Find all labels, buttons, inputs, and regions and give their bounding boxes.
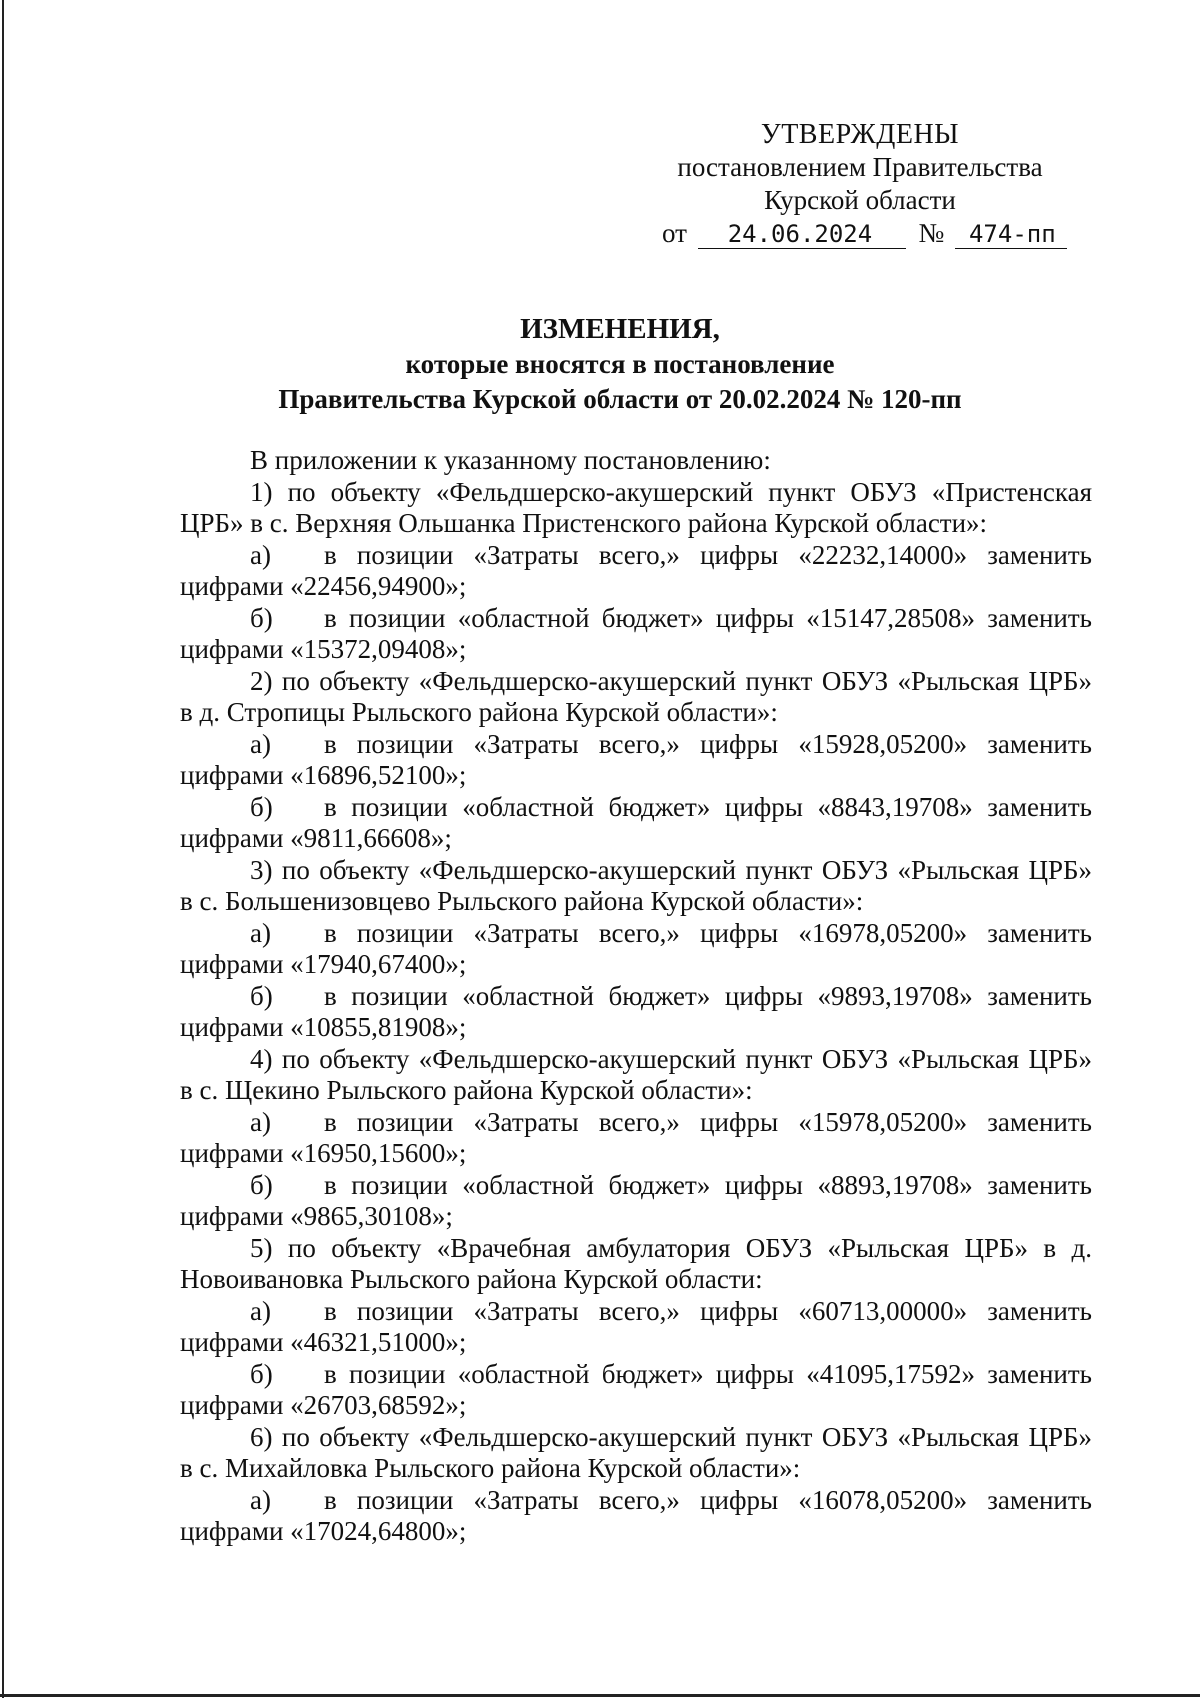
sub-item bbox=[180, 729, 1092, 792]
sub-item bbox=[180, 918, 1092, 981]
sub-item-text: в позиции «областной бюджет» цифры «9893,19708» заменить цифрами «10855,81908»; bbox=[180, 980, 1092, 1042]
item-paragraph: 4) по объекту «Фельдшерско-акушерский пункт ОБУЗ «Рыльская ЦРБ» в с. Щекино Рыльского района Курской области»: bbox=[180, 1043, 1092, 1105]
item-paragraph: 2) по объекту «Фельдшерско-акушерский пункт ОБУЗ «Рыльская ЦРБ» в д. Стропицы Рыльского района Курской области»: bbox=[180, 665, 1092, 727]
sub-item bbox=[180, 792, 1092, 855]
sub-item bbox=[180, 603, 1092, 666]
scan-edge-left bbox=[2, 0, 4, 1698]
sub-item-text: в позиции «Затраты всего,» цифры «22232,14000» заменить цифрами «22456,94900»; bbox=[180, 539, 1092, 601]
approval-line-1: постановлением Правительства bbox=[677, 152, 1043, 182]
date-prefix: от bbox=[662, 218, 687, 248]
sub-item-text: в позиции «областной бюджет» цифры «8893,19708» заменить цифрами «9865,30108»; bbox=[180, 1169, 1092, 1231]
sub-item-marker: а) bbox=[250, 1484, 271, 1515]
sub-item bbox=[180, 540, 1092, 603]
sub-item bbox=[180, 1485, 1092, 1548]
title-line-3: Правительства Курской области от 20.02.2024 № 120-пп bbox=[278, 384, 962, 414]
sub-item-marker: б) bbox=[250, 602, 273, 633]
item-paragraph: 6) по объекту «Фельдшерско-акушерский пункт ОБУЗ «Рыльская ЦРБ» в с. Михайловка Рыльского района Курской области»: bbox=[180, 1421, 1092, 1483]
item-paragraph: 3) по объекту «Фельдшерско-акушерский пункт ОБУЗ «Рыльская ЦРБ» в с. Большенизовцево Рыльского района Курской области»: bbox=[180, 854, 1092, 916]
approval-line-2: Курской области bbox=[764, 185, 956, 215]
approval-number: 474-пп bbox=[955, 220, 1067, 249]
scan-edge-bottom bbox=[0, 1694, 1200, 1697]
approval-date: 24.06.2024 bbox=[698, 220, 906, 249]
sub-item-text: в позиции «Затраты всего,» цифры «15978,05200» заменить цифрами «16950,15600»; bbox=[180, 1106, 1092, 1168]
approval-date-line bbox=[662, 217, 1080, 250]
sub-item-text: в позиции «областной бюджет» цифры «8843,19708» заменить цифрами «9811,66608»; bbox=[180, 791, 1092, 853]
number-prefix: № bbox=[918, 218, 945, 248]
document-body bbox=[180, 445, 1092, 1548]
sub-item bbox=[180, 1359, 1092, 1422]
sub-item-text: в позиции «Затраты всего,» цифры «16078,05200» заменить цифрами «17024,64800»; bbox=[180, 1484, 1092, 1546]
sub-item-marker: а) bbox=[250, 1106, 271, 1137]
sub-item-marker: а) bbox=[250, 1295, 271, 1326]
sub-item-marker: б) bbox=[250, 1169, 273, 1200]
sub-item bbox=[180, 1170, 1092, 1233]
item-paragraph: 5) по объекту «Врачебная амбулатория ОБУЗ «Рыльская ЦРБ» в д. Новоивановка Рыльского района Курской области: bbox=[180, 1232, 1092, 1294]
approval-heading: УТВЕРЖДЕНЫ bbox=[760, 119, 960, 150]
item-paragraph: 1) по объекту «Фельдшерско-акушерский пункт ОБУЗ «Пристенская ЦРБ» в с. Верхняя Ольшанка Пристенского района Курской области»: bbox=[180, 476, 1092, 538]
intro-paragraph: В приложении к указанному постановлению: bbox=[250, 445, 771, 475]
sub-item-marker: б) bbox=[250, 791, 273, 822]
approval-block bbox=[640, 118, 1080, 250]
sub-item-text: в позиции «Затраты всего,» цифры «15928,05200» заменить цифрами «16896,52100»; bbox=[180, 728, 1092, 790]
sub-item bbox=[180, 981, 1092, 1044]
sub-item-text: в позиции «областной бюджет» цифры «41095,17592» заменить цифрами «26703,68592»; bbox=[180, 1358, 1092, 1420]
sub-item-marker: а) bbox=[250, 917, 271, 948]
document-title bbox=[120, 312, 1120, 417]
title-line-2: которые вносятся в постановление bbox=[405, 349, 835, 379]
sub-item-marker: б) bbox=[250, 1358, 273, 1389]
sub-item bbox=[180, 1296, 1092, 1359]
sub-item-text: в позиции «Затраты всего,» цифры «60713,00000» заменить цифрами «46321,51000»; bbox=[180, 1295, 1092, 1357]
sub-item bbox=[180, 1107, 1092, 1170]
sub-item-text: в позиции «Затраты всего,» цифры «16978,05200» заменить цифрами «17940,67400»; bbox=[180, 917, 1092, 979]
title-main: ИЗМЕНЕНИЯ, bbox=[520, 313, 720, 345]
sub-item-marker: а) bbox=[250, 728, 271, 759]
sub-item-marker: б) bbox=[250, 980, 273, 1011]
sub-item-marker: а) bbox=[250, 539, 271, 570]
sub-item-text: в позиции «областной бюджет» цифры «15147,28508» заменить цифрами «15372,09408»; bbox=[180, 602, 1092, 664]
